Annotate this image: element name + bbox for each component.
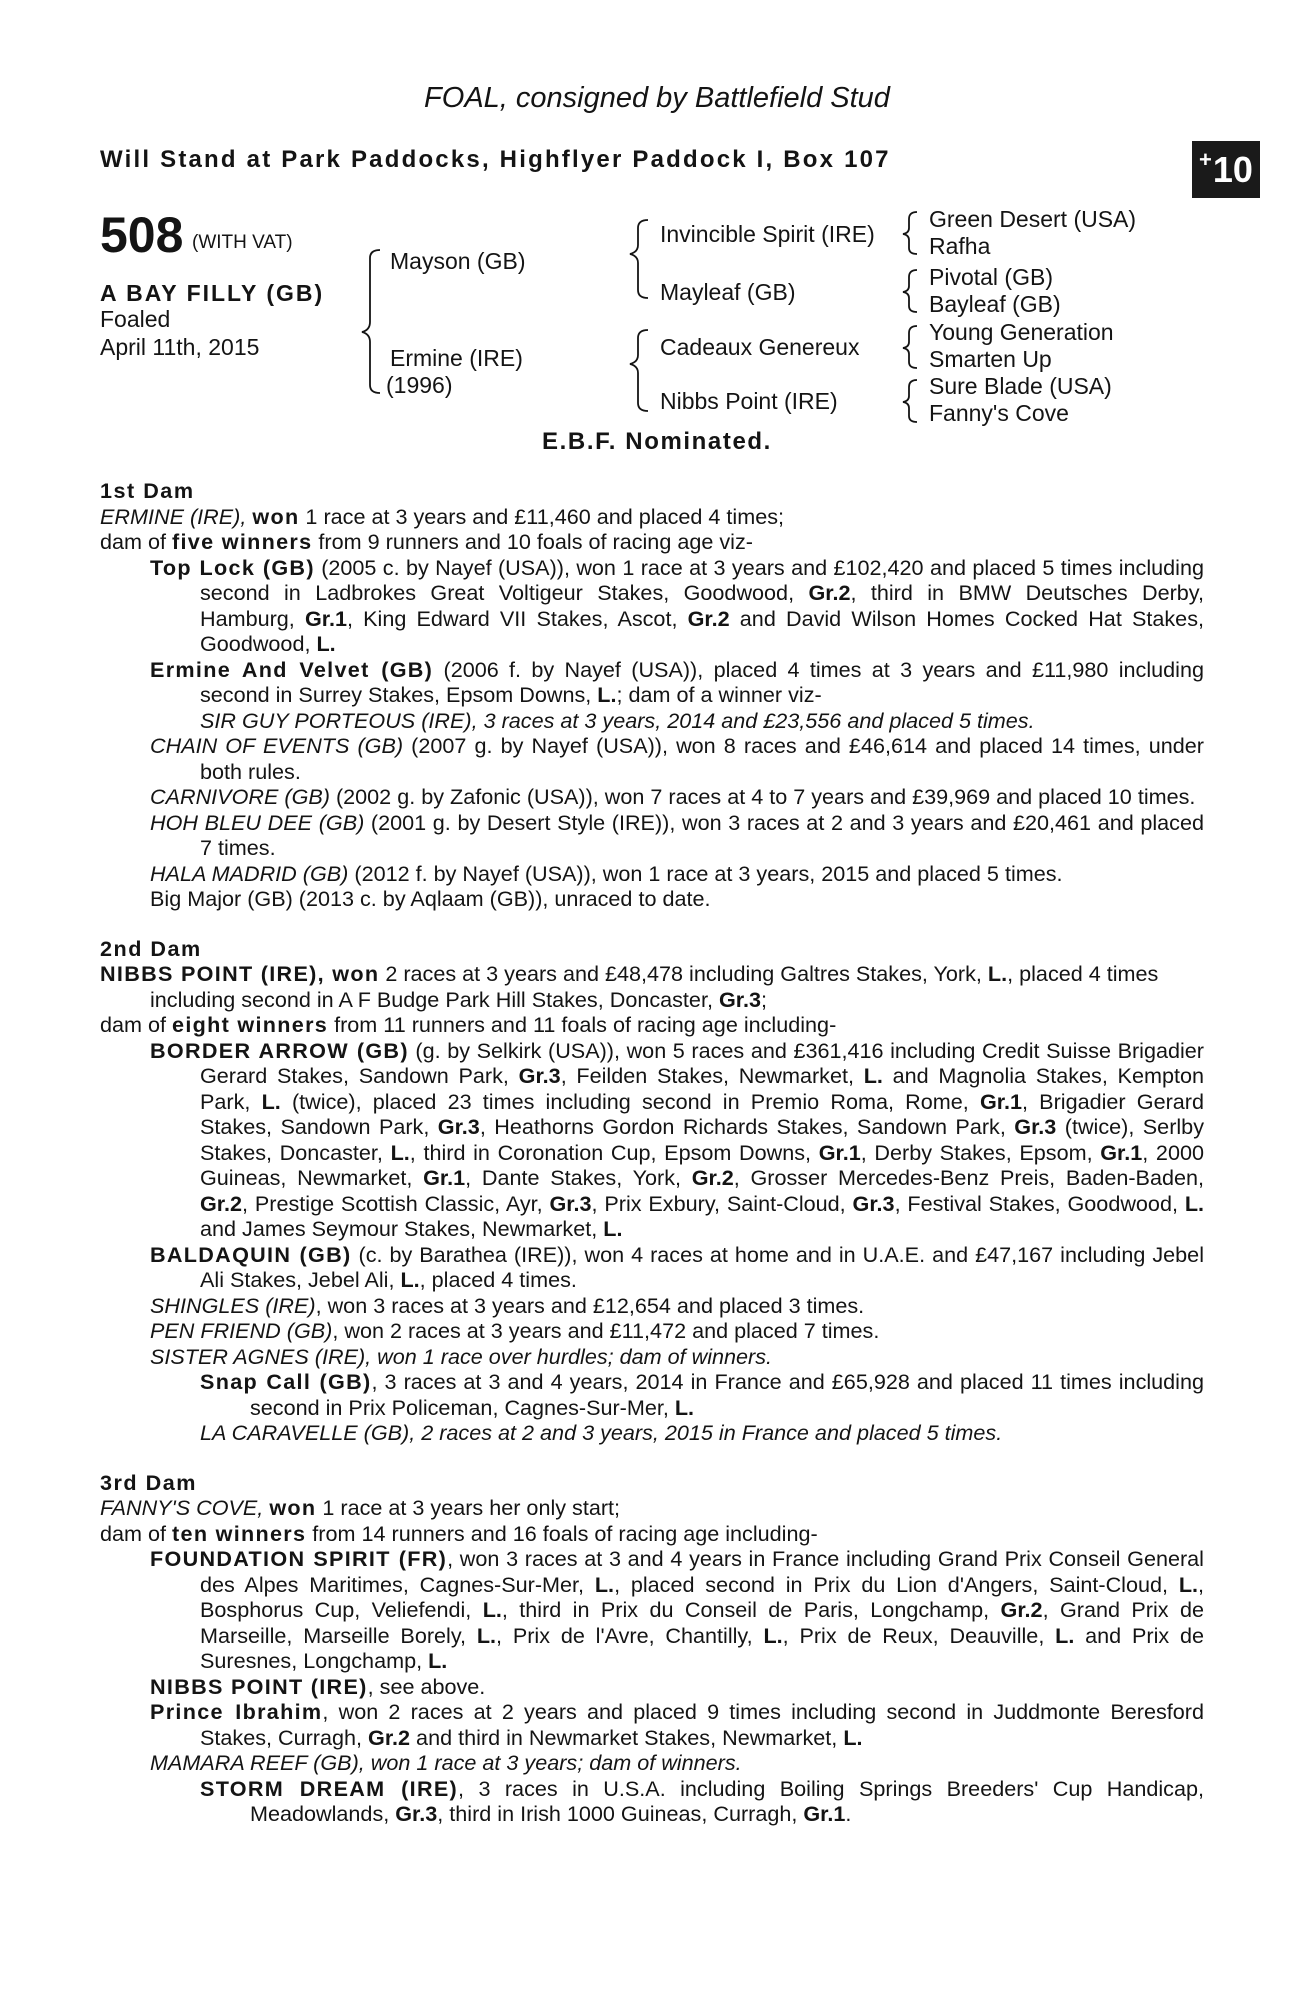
badge-plus: +	[1199, 146, 1212, 172]
first-dam-entry: Ermine And Velvet (GB) (2006 f. by Nayef (USA)), placed 4 times at 3 years and £11,980 including second in Surrey Stakes, Epsom Downs, L.; dam of a winner viz-	[150, 656, 1204, 707]
pedigree-gg-3: Pivotal (GB)	[929, 264, 1053, 290]
second-dam-entry: PEN FRIEND (GB), won 2 races at 3 years and £11,472 and placed 7 times.	[150, 1318, 880, 1343]
pedigree-dam-sire: Cadeaux Genereux	[660, 334, 860, 360]
horse-name: A BAY FILLY (GB)	[100, 280, 325, 306]
third-dam-title: 3rd Dam	[100, 1469, 197, 1495]
second-dam-entry: SHINGLES (IRE), won 3 races at 3 years and £12,654 and placed 3 times.	[150, 1292, 865, 1318]
third-dam-produce: dam of ten winners from 14 runners and 16 foals of racing age including-	[100, 1520, 818, 1546]
pedigree-gg-7: Sure Blade (USA)	[929, 373, 1112, 399]
stand-location: Will Stand at Park Paddocks, Highflyer Paddock I, Box 107	[100, 146, 891, 173]
pedigree-sire-dam: Mayleaf (GB)	[660, 279, 796, 305]
pedigree-dam: Ermine (IRE)	[390, 345, 523, 371]
second-dam-entry: Snap Call (GB), 3 races at 3 and 4 years, 2014 in France and £65,928 and placed 11 times including second in Prix Policeman, Cagnes-Sur-Mer, L.	[200, 1369, 1204, 1420]
pedigree-dam-dam: Nibbs Point (IRE)	[660, 388, 838, 414]
first-dam-entry: HALA MADRID (GB) (2012 f. by Nayef (USA)), won 1 race at 3 years, 2015 and placed 5 times.	[150, 860, 1063, 886]
first-dam-title: 1st Dam	[100, 478, 195, 503]
pedigree-gg-4: Bayleaf (GB)	[929, 291, 1061, 317]
page-title: FOAL, consigned by Battlefield Stud	[424, 82, 890, 114]
first-dam-entry: SIR GUY PORTEOUS (IRE), 3 races at 3 years, 2014 and £23,556 and placed 5 times.	[200, 707, 1035, 733]
third-dam-entry: FOUNDATION SPIRIT (FR), won 3 races at 3 and 4 years in France including Grand Prix Conseil General des Alpes Maritimes, Cagnes-Sur-Mer, L., placed second in Prix du Lion d'Angers, Saint-Cloud, L., Bosphorus Cup, Veliefendi, L., third in Prix du Conseil de Paris, Longchamp, Gr.2, Grand Prix de Marseille, Marseille Borely, L., Prix de l'Avre, Chantilly, L., Prix de Reux, Deauville, L. and Prix de Suresnes, Longchamp, L.	[150, 1546, 1205, 1673]
pedigree-gg-2: Rafha	[929, 233, 991, 259]
third-dam-entry: STORM DREAM (IRE), 3 races in U.S.A. including Boiling Springs Breeders' Cup Handicap, Meadowlands, Gr.3, third in Irish 1000 Guineas, Curragh, Gr.1.	[200, 1775, 1204, 1826]
pedigree-gg-8: Fanny's Cove	[929, 400, 1069, 426]
second-dam-entry: SISTER AGNES (IRE), won 1 race over hurdles; dam of winners.	[150, 1343, 773, 1369]
second-dam-title: 2nd Dam	[100, 935, 202, 961]
second-dam-produce: dam of eight winners from 11 runners and 11 foals of racing age including-	[100, 1012, 837, 1037]
foaled-label: Foaled	[100, 306, 171, 332]
pedigree-gg-6: Smarten Up	[929, 346, 1052, 372]
first-dam-entry: Top Lock (GB) (2005 c. by Nayef (USA)), won 1 race at 3 years and £102,420 and placed 5 times including second in Ladbrokes Great Voltigeur Stakes, Goodwood, Gr.2, third in BMW Deutsches Derby, Hamburg, Gr.1, King Edward VII Stakes, Ascot, Gr.2 and David Wilson Homes Cocked Hat Stakes, Goodwood, L.	[150, 554, 1204, 656]
second-dam-entry: BALDAQUIN (GB) (c. by Barathea (IRE)), won 4 races at home and in U.A.E. and £47,167 including Jebel Ali Stakes, Jebel Ali, L., placed 4 times.	[150, 1241, 1204, 1292]
badge-number: 10	[1212, 148, 1253, 190]
pedigree-sire: Mayson (GB)	[390, 248, 526, 274]
first-dam-entry: HOH BLEU DEE (GB) (2001 g. by Desert Style (IRE)), won 3 races at 2 and 3 years and £20,461 and placed 7 times.	[150, 809, 1204, 860]
pedigree-sire-sire: Invincible Spirit (IRE)	[660, 221, 875, 247]
first-dam-intro: ERMINE (IRE), won 1 race at 3 years and £11,460 and placed 4 times;	[100, 503, 785, 529]
second-dam-intro: NIBBS POINT (IRE), won 2 races at 3 years and £48,478 including Galtres Stakes, York, L., placed 4 times including second in A F Budge Park Hill Stakes, Doncaster, Gr.3;	[100, 961, 1159, 1012]
third-dam-entry: NIBBS POINT (IRE), see above.	[150, 1673, 486, 1699]
second-dam-entry: LA CARAVELLE (GB), 2 races at 2 and 3 years, 2015 in France and placed 5 times.	[200, 1420, 1003, 1445]
lot-vat: (WITH VAT)	[192, 232, 293, 253]
pedigree-gg-1: Green Desert (USA)	[929, 206, 1137, 232]
catalogue-body	[100, 478, 1204, 1827]
third-dam-entry: Prince Ibrahim, won 2 races at 2 years and placed 9 times including second in Juddmonte Beresford Stakes, Curragh, Gr.2 and third in Newmarket Stakes, Newmarket, L.	[150, 1699, 1204, 1750]
first-dam-entry: CHAIN OF EVENTS (GB) (2007 g. by Nayef (USA)), won 8 races and £46,614 and placed 14 times, under both rules.	[150, 733, 1204, 784]
first-dam-entry: CARNIVORE (GB) (2002 g. by Zafonic (USA)), won 7 races at 4 to 7 years and £39,969 and placed 10 times.	[150, 784, 1196, 809]
first-dam-entry: Big Major (GB) (2013 c. by Aqlaam (GB)), unraced to date.	[150, 886, 711, 911]
foaled-date: April 11th, 2015	[100, 334, 260, 360]
ebf-nominated: E.B.F. Nominated.	[542, 428, 772, 455]
pedigree-dam-year: (1996)	[386, 372, 453, 398]
lot-number: 508	[100, 207, 184, 263]
second-dam-entry: BORDER ARROW (GB) (g. by Selkirk (USA)), won 5 races and £361,416 including Credit Suisse Brigadier Gerard Stakes, Sandown Park, Gr.3, Feilden Stakes, Newmarket, L. and Magnolia Stakes, Kempton Park, L. (twice), placed 23 times including second in Premio Roma, Rome, Gr.1, Brigadier Gerard Stakes, Sandown Park, Gr.3, Heathorns Gordon Richards Stakes, Sandown Park, Gr.3 (twice), Serlby Stakes, Doncaster, L., third in Coronation Cup, Epsom Downs, Gr.1, Derby Stakes, Epsom, Gr.1, 2000 Guineas, Newmarket, Gr.1, Dante Stakes, York, Gr.2, Grosser Mercedes-Benz Preis, Baden-Baden, Gr.2, Prestige Scottish Classic, Ayr, Gr.3, Prix Exbury, Saint-Cloud, Gr.3, Festival Stakes, Goodwood, L. and James Seymour Stakes, Newmarket, L.	[150, 1037, 1205, 1241]
first-dam-produce: dam of five winners from 9 runners and 10 foals of racing age viz-	[100, 529, 753, 554]
pedigree-gg-5: Young Generation	[929, 319, 1114, 345]
third-dam-entry: MAMARA REEF (GB), won 1 race at 3 years; dam of winners.	[150, 1750, 742, 1775]
third-dam-intro: FANNY'S COVE, won 1 race at 3 years her only start;	[100, 1495, 621, 1520]
